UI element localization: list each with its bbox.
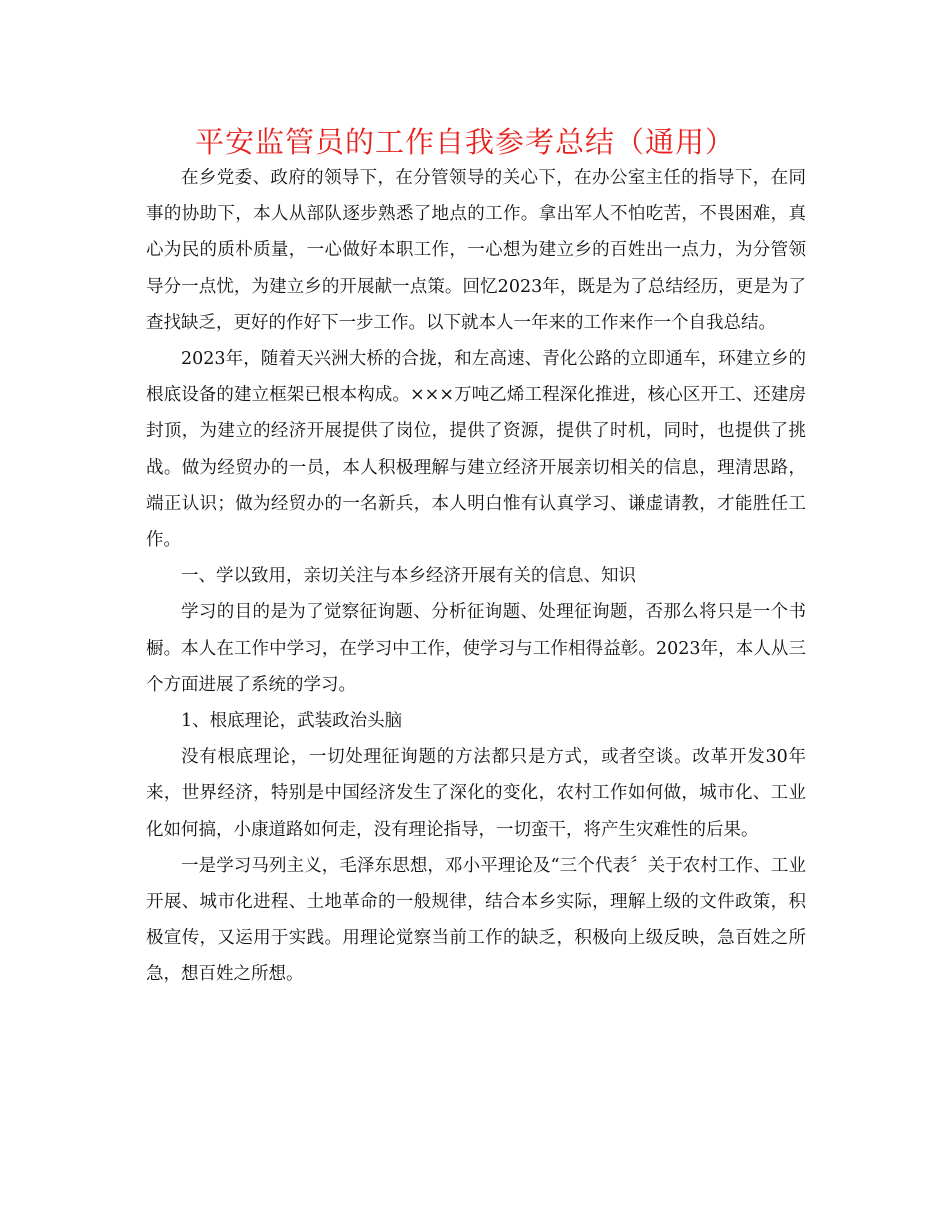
paragraph: 在乡党委、政府的领导下，在分管领导的关心下，在办公室主任的指导下，在同事的协助下，本人从部队逐步熟悉了地点的工作。拿出军人不怕吃苦，不畏困难，真心为民的质朴质量，一心做好本职工作，一心想为建立乡的百姓出一点力，为分管领导分一点忧，为建立乡的开展献一点策。回忆2023年，既是为了总结经历，更是为了查找缺乏，更好的作好下一步工作。以下就本人一年来的工作来作一个自我总结。	[146, 168, 806, 333]
paragraph: 2023年，随着天兴洲大桥的合拢，和左高速、青化公路的立即通车，环建立乡的根底设备的建立框架已根本构成。×××万吨乙烯工程深化推进，核心区开工、还建房封顶，为建立的经济开展提供了岗位，提供了资源，提供了时机，同时，也提供了挑战。做为经贸办的一员，本人积极理解与建立经济开展亲切相关的信息，理清思路，端正认识；做为经贸办的一名新兵，本人明白惟有认真学习、谦虚请教，才能胜任工作。	[146, 349, 806, 551]
subsection-heading: 1、根底理论，武装政治头脑	[181, 711, 403, 732]
document-title: 平安监管员的工作自我参考总结（通用）	[194, 125, 735, 159]
paragraph: 学习的目的是为了觉察征询题、分析征询题、处理征询题，否那么将只是一个书橱。本人在工作中学习，在学习中工作，使学习与工作相得益彰。2023年，本人从三个方面进展了系统的学习。	[146, 602, 806, 695]
section-heading: 一、学以致用，亲切关注与本乡经济开展有关的信息、知识	[181, 566, 636, 587]
document-body	[146, 160, 806, 993]
paragraph: 没有根底理论，一切处理征询题的方法都只是方式，或者空谈。改革开发30年来，世界经济，特别是中国经济发生了深化的变化，农村工作如何做，城市化、工业化如何搞，小康道路如何走，没有理论指导，一切蛮干，将产生灾难性的后果。	[146, 747, 806, 840]
paragraph: 一是学习马列主义，毛泽东思想，邓小平理论及“三个代表〞关于农村工作、工业开展、城市化进程、土地革命的一般规律，结合本乡实际，理解上级的文件政策，积极宣传，又运用于实践。用理论觉察当前工作的缺乏，积极向上级反映，急百姓之所急，想百姓之所想。	[146, 855, 806, 985]
